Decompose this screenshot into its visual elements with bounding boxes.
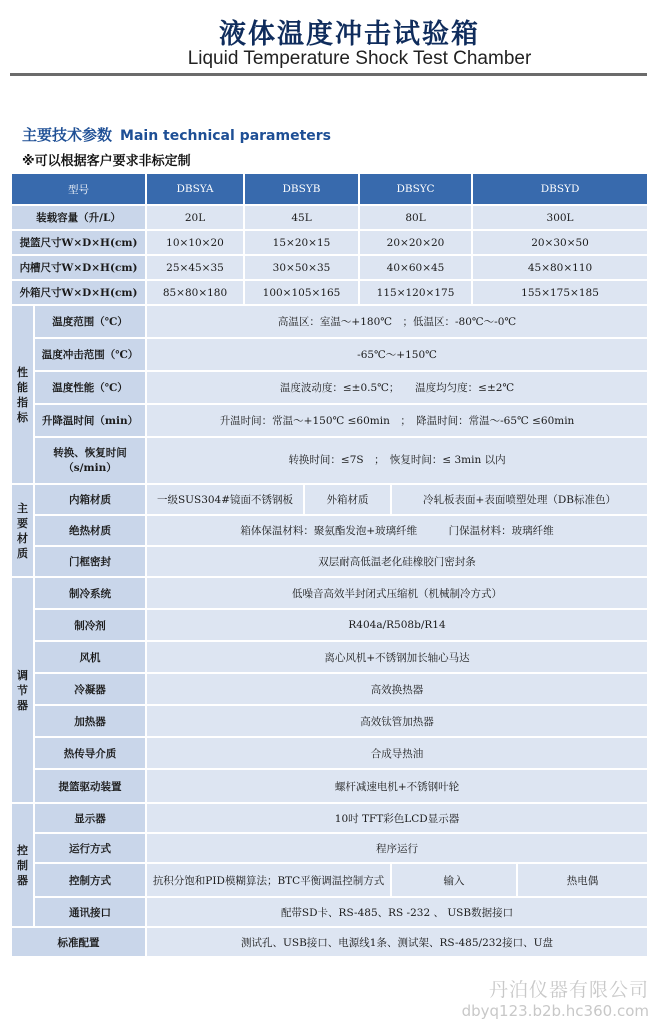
cell: 100×105×165 xyxy=(244,280,359,305)
table-row xyxy=(11,577,648,609)
row-label-line: 转换、恢复时间 xyxy=(53,446,127,459)
model-col: DBSYA xyxy=(146,173,244,205)
model-col: DBSYD xyxy=(472,173,648,205)
group-label-performance: 性 能 指 标 xyxy=(11,305,34,484)
cell: 双层耐高低温老化硅橡胶门密封条 xyxy=(146,546,648,577)
table-row xyxy=(11,205,648,230)
row-label-line: （s/min） xyxy=(63,461,117,474)
section-heading-cn: 主要技术参数 xyxy=(22,126,113,144)
table-row xyxy=(11,305,648,338)
table-row xyxy=(11,803,648,833)
cell: 高温区：室温～+180℃ ；低温区：-80℃～-0℃ xyxy=(146,305,648,338)
cell: 程序运行 xyxy=(146,833,648,863)
group-label-material: 主 要 材 质 xyxy=(11,484,34,577)
table-row xyxy=(11,863,648,897)
group-label-regulator: 调 节 器 xyxy=(11,577,34,803)
cell: -65℃～+150℃ xyxy=(146,338,648,371)
row-label: 外箱尺寸W×D×H(cm) xyxy=(11,280,146,305)
model-col: DBSYC xyxy=(359,173,472,205)
cell: 高效换热器 xyxy=(146,673,648,705)
row-label: 显示器 xyxy=(34,803,146,833)
table-row xyxy=(11,546,648,577)
row-label: 升降温时间（min） xyxy=(34,404,146,437)
model-col: DBSYB xyxy=(244,173,359,205)
table-row xyxy=(11,371,648,404)
cell: 温度波动度：≤±0.5℃； 温度均匀度：≤±2℃ xyxy=(146,371,648,404)
table-row xyxy=(11,737,648,769)
row-label: 提篮尺寸W×D×H(cm) xyxy=(11,230,146,255)
row-label: 加热器 xyxy=(34,705,146,737)
row-label: 温度范围（℃） xyxy=(34,305,146,338)
group-label-controller: 控 制 器 xyxy=(11,803,34,927)
cell: 合成导热油 xyxy=(146,737,648,769)
table-row xyxy=(11,515,648,546)
section-heading-en: Main technical parameters xyxy=(120,128,331,144)
cell: 20×20×20 xyxy=(359,230,472,255)
table-row xyxy=(11,404,648,437)
row-label: 温度性能（℃） xyxy=(34,371,146,404)
watermark xyxy=(462,975,649,1020)
row-label: 控制方式 xyxy=(34,863,146,897)
cell: 高效钛管加热器 xyxy=(146,705,648,737)
watermark-url: dbyq123.b2b.hc360.com xyxy=(461,1002,649,1020)
cell: 40×60×45 xyxy=(359,255,472,280)
cell: 45L xyxy=(244,205,359,230)
row-label: 风机 xyxy=(34,641,146,673)
cell: 15×20×15 xyxy=(244,230,359,255)
cell: 外箱材质 xyxy=(304,484,391,515)
row-label: 通讯接口 xyxy=(34,897,146,927)
watermark-company: 丹泊仪器有限公司 xyxy=(488,979,649,1001)
row-label xyxy=(34,437,146,484)
row-label: 运行方式 xyxy=(34,833,146,863)
row-label: 冷凝器 xyxy=(34,673,146,705)
cell: 45×80×110 xyxy=(472,255,648,280)
table-row xyxy=(11,897,648,927)
cell: 155×175×185 xyxy=(472,280,648,305)
cell: 箱体保温材料：聚氨酯发泡+玻璃纤维 门保温材料：玻璃纤维 xyxy=(146,515,648,546)
table-row xyxy=(11,338,648,371)
cell: 80L xyxy=(359,205,472,230)
table-row xyxy=(11,769,648,803)
table-row xyxy=(11,437,648,484)
row-label: 绝热材质 xyxy=(34,515,146,546)
cell: 25×45×35 xyxy=(146,255,244,280)
table-row xyxy=(11,673,648,705)
cell: 抗积分饱和PID模糊算法；BTC平衡调温控制方式 xyxy=(146,863,391,897)
cell: 升温时间：常温～+150℃ ≤60min ； 降温时间：常温～-65℃ ≤60min xyxy=(146,404,648,437)
row-label: 温度冲击范围（℃） xyxy=(34,338,146,371)
row-label: 内槽尺寸W×D×H(cm) xyxy=(11,255,146,280)
row-label: 装载容量（升/L） xyxy=(11,205,146,230)
cell: R404a/R508b/R14 xyxy=(146,609,648,641)
table-row xyxy=(11,484,648,515)
cell: 转换时间：≤7S ； 恢复时间：≤ 3min 以内 xyxy=(146,437,648,484)
row-label: 热传导介质 xyxy=(34,737,146,769)
custom-note: ※可以根据客户要求非标定制 xyxy=(22,154,191,169)
cell: 低噪音高效半封闭式压缩机（机械制冷方式） xyxy=(146,577,648,609)
spec-table xyxy=(10,172,649,958)
table-row xyxy=(11,255,648,280)
cell: 螺杆减速电机+不锈钢叶轮 xyxy=(146,769,648,803)
row-label: 内箱材质 xyxy=(34,484,146,515)
cell: 配带SD卡、RS-485、RS -232 、 USB数据接口 xyxy=(146,897,648,927)
cell: 冷轧板表面+表面喷塑处理（DB标准色） xyxy=(391,484,648,515)
cell: 热电偶 xyxy=(517,863,648,897)
row-label: 提篮驱动装置 xyxy=(34,769,146,803)
cell: 20L xyxy=(146,205,244,230)
cell: 10吋 TFT彩色LCD显示器 xyxy=(146,803,648,833)
table-row xyxy=(11,927,648,957)
cell: 10×10×20 xyxy=(146,230,244,255)
cell: 300L xyxy=(472,205,648,230)
cell: 输入 xyxy=(391,863,517,897)
table-row xyxy=(11,230,648,255)
row-label: 标准配置 xyxy=(11,927,146,957)
cell: 30×50×35 xyxy=(244,255,359,280)
cell: 115×120×175 xyxy=(359,280,472,305)
table-row xyxy=(11,705,648,737)
model-header: 型号 xyxy=(11,173,146,205)
table-row xyxy=(11,280,648,305)
table-row xyxy=(11,833,648,863)
cell: 85×80×180 xyxy=(146,280,244,305)
section-heading xyxy=(22,124,331,145)
cell: 测试孔、USB接口、电源线1条、测试架、RS-485/232接口、U盘 xyxy=(146,927,648,957)
table-row xyxy=(11,641,648,673)
cell: 20×30×50 xyxy=(472,230,648,255)
row-label: 制冷剂 xyxy=(34,609,146,641)
row-label: 门框密封 xyxy=(34,546,146,577)
title-divider xyxy=(10,73,647,76)
header-row xyxy=(11,173,648,205)
cell: 离心风机+不锈钢加长轴心马达 xyxy=(146,641,648,673)
cell: 一级SUS304#镜面不锈钢板 xyxy=(146,484,304,515)
page-subtitle: Liquid Temperature Shock Test Chamber xyxy=(187,48,532,69)
page-title: 液体温度冲击试验箱 xyxy=(219,19,480,50)
row-label: 制冷系统 xyxy=(34,577,146,609)
table-row xyxy=(11,609,648,641)
